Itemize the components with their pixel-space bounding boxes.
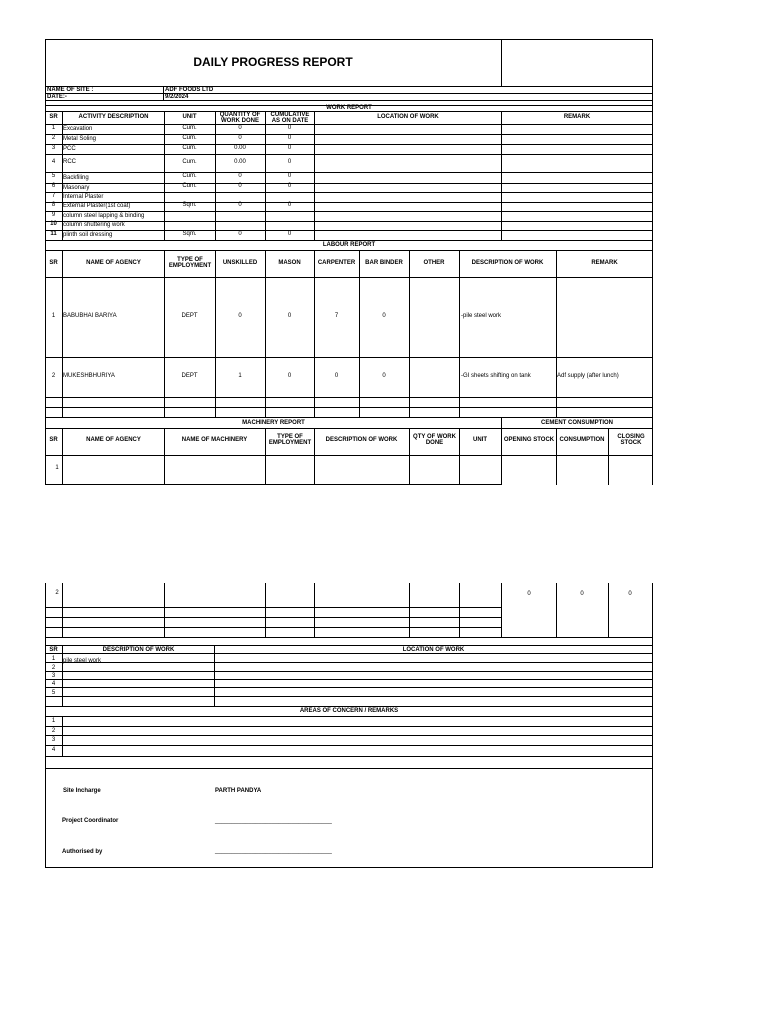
work-header-location: LOCATION OF WORK xyxy=(377,114,439,120)
work-row-unit: Cum. xyxy=(182,145,197,151)
cement-header-consumption: CONSUMPTION xyxy=(559,437,605,443)
divider xyxy=(45,250,653,251)
work-row-unit: Cum. xyxy=(182,135,197,141)
divider xyxy=(459,583,460,637)
divider xyxy=(45,183,653,184)
work-header-sr: SR xyxy=(49,114,58,120)
work-row-qty: 0.00 xyxy=(234,159,246,165)
divider xyxy=(163,86,164,100)
machinery-row-sr: 1 xyxy=(55,465,59,471)
work-row-sr: 6 xyxy=(51,183,56,189)
divider xyxy=(45,756,653,757)
divider xyxy=(45,687,653,688)
desc-row-sr: 5 xyxy=(51,690,56,696)
labour-row-carpenter: 7 xyxy=(334,313,339,319)
work-row-sr: 7 xyxy=(51,193,56,199)
desc-row-description: pile steel work xyxy=(63,658,102,664)
divider xyxy=(62,645,63,706)
work-row-cum: 0 xyxy=(287,159,292,165)
divider xyxy=(215,250,216,417)
divider xyxy=(45,645,653,646)
work-row-cum: 0 xyxy=(287,183,292,189)
work-header-activity: ACTIVITY DESCRIPTION xyxy=(78,114,149,120)
labour-row-unskilled: 0 xyxy=(238,313,242,319)
divider xyxy=(45,357,653,358)
divider xyxy=(45,627,502,628)
divider xyxy=(501,111,502,240)
labour-header-remark: REMARK xyxy=(591,260,618,266)
work-row-qty: 0 xyxy=(238,125,242,131)
work-row-activity: column steel lapping & binding xyxy=(63,213,145,219)
work-row-unit: Sqm. xyxy=(182,231,197,237)
work-row-activity: plinth soil dressing xyxy=(63,232,113,238)
cement-header-closing: CLOSING STOCK xyxy=(617,434,645,446)
machinery-header-unit: UNIT xyxy=(473,437,487,443)
work-row-cum: 0 xyxy=(287,231,292,237)
labour-header-sr: SR xyxy=(49,260,58,266)
divider xyxy=(45,172,653,173)
labour-row-carpenter: 0 xyxy=(334,373,339,379)
site-label: NAME OF SITE : xyxy=(47,87,94,93)
divider xyxy=(459,250,460,417)
project-coordinator-label: Project Coordinator xyxy=(62,818,119,824)
divider xyxy=(45,154,653,155)
work-row-sr: 3 xyxy=(51,145,56,151)
divider xyxy=(45,397,653,398)
divider xyxy=(45,735,653,736)
divider xyxy=(556,250,557,417)
divider xyxy=(214,645,215,706)
divider xyxy=(45,240,653,241)
work-row-qty: 0 xyxy=(238,202,242,208)
concern-row-sr: 1 xyxy=(51,718,56,724)
desc-row-sr: 3 xyxy=(51,673,56,679)
labour-header-mason: MASON xyxy=(278,260,301,266)
divider xyxy=(45,617,502,618)
site-incharge-value: PARTH PANDYA xyxy=(215,788,262,794)
work-header-unit: UNIT xyxy=(182,114,197,120)
machinery-header-description: DESCRIPTION OF WORK xyxy=(325,437,398,443)
machinery-header-machinery: NAME OF MACHINERY xyxy=(181,437,248,443)
work-header-remark: REMARK xyxy=(563,114,591,120)
labour-row-type: DEPT xyxy=(181,313,198,319)
cement-opening-value: 0 xyxy=(527,591,531,597)
labour-row-description: -pile steel work xyxy=(461,313,502,319)
work-row-qty: 0 xyxy=(238,183,242,189)
divider xyxy=(45,93,653,94)
authorised-by-signature-line: ___________________________________ xyxy=(215,848,332,854)
desc-header-description: DESCRIPTION OF WORK xyxy=(102,647,175,653)
work-row-sr: 8 xyxy=(51,202,56,208)
cement-closing-value: 0 xyxy=(628,591,632,597)
machinery-header-sr: SR xyxy=(49,437,58,443)
divider xyxy=(45,726,653,727)
divider xyxy=(45,716,653,717)
divider xyxy=(45,221,653,222)
work-row-activity: column shuttering work xyxy=(63,222,125,228)
border xyxy=(45,484,502,485)
work-row-activity: Internal Plaster xyxy=(63,194,104,200)
labour-row-agency: BABUBHAI BARIYA xyxy=(63,313,117,319)
work-row-unit: Cum. xyxy=(182,183,197,189)
divider xyxy=(359,250,360,417)
labour-header-description: DESCRIPTION OF WORK xyxy=(471,260,544,266)
divider xyxy=(265,583,266,637)
divider xyxy=(314,583,315,637)
project-coordinator-signature-line: ___________________________________ xyxy=(215,818,332,824)
labour-row-agency: MUKESHBHURIYA xyxy=(63,373,115,379)
labour-header-bar-binder: BAR BINDER xyxy=(365,260,403,266)
labour-row-bar-binder: 0 xyxy=(382,373,386,379)
desc-header-sr: SR xyxy=(49,647,58,653)
site-value: ADF FOODS LTD xyxy=(165,87,214,93)
cement-consumption-title: CEMENT CONSUMPTION xyxy=(541,420,613,426)
work-row-unit: Cum. xyxy=(182,159,197,165)
work-row-sr: 4 xyxy=(51,159,56,165)
work-report-title: WORK REPORT xyxy=(326,105,372,111)
site-incharge-label: Site Incharge xyxy=(63,788,101,794)
divider xyxy=(62,250,63,417)
work-row-cum: 0 xyxy=(287,173,292,179)
machinery-row-sr: 2 xyxy=(55,590,59,596)
work-row-qty: 0 xyxy=(238,135,242,141)
work-row-sr: 1 xyxy=(51,125,56,131)
divider xyxy=(45,706,653,707)
machinery-header-qty: QTY OF WORK DONE xyxy=(413,434,456,446)
labour-row-sr: 1 xyxy=(51,313,56,319)
divider xyxy=(45,86,653,87)
machinery-header-agency: NAME OF AGENCY xyxy=(86,437,141,443)
border xyxy=(45,39,653,40)
work-row-unit: Cum. xyxy=(182,173,197,179)
divider xyxy=(45,230,653,231)
work-row-activity: Excavation xyxy=(63,126,93,132)
labour-report-title: LABOUR REPORT xyxy=(322,242,376,248)
labour-header-agency: NAME OF AGENCY xyxy=(86,260,141,266)
work-row-sr: 5 xyxy=(51,173,56,179)
divider xyxy=(314,111,315,240)
labour-row-mason: 0 xyxy=(287,313,292,319)
divider xyxy=(45,455,653,456)
work-row-unit: Sqm. xyxy=(182,202,197,208)
labour-row-remark: Adf supply (after lunch) xyxy=(557,373,619,379)
divider xyxy=(608,428,609,485)
divider xyxy=(45,768,653,769)
divider xyxy=(314,250,315,417)
divider xyxy=(45,662,653,663)
labour-header-unskilled: UNSKILLED xyxy=(222,260,258,266)
report-page-bottom xyxy=(0,580,768,880)
work-row-activity: Masonary xyxy=(63,185,90,191)
report-title: DAILY PROGRESS REPORT xyxy=(193,55,353,69)
divider xyxy=(45,124,653,125)
desc-row-sr: 1 xyxy=(51,656,56,662)
work-header-cumulative: CUMULATIVE AS ON DATE xyxy=(270,112,310,124)
labour-row-type: DEPT xyxy=(181,373,198,379)
divider xyxy=(501,417,502,428)
divider xyxy=(164,583,165,637)
labour-header-type: TYPE OF EMPLOYMENT xyxy=(168,257,212,269)
divider xyxy=(45,202,653,203)
labour-header-carpenter: CARPENTER xyxy=(317,260,356,266)
work-row-activity: RCC xyxy=(63,159,76,165)
concern-row-sr: 3 xyxy=(51,737,56,743)
divider xyxy=(164,250,165,417)
divider xyxy=(45,134,653,135)
divider xyxy=(45,637,653,638)
divider xyxy=(45,745,653,746)
work-row-cum: 0 xyxy=(287,145,292,151)
authorised-by-label: Authorised by xyxy=(62,849,103,855)
work-row-qty: 0 xyxy=(238,231,242,237)
labour-header-other: OTHER xyxy=(423,260,445,266)
date-label: DATE:- xyxy=(47,94,67,100)
concern-row-sr: 4 xyxy=(51,747,56,753)
divider xyxy=(45,679,653,680)
work-row-qty: 0.00 xyxy=(234,145,246,151)
machinery-report-title: MACHINERY REPORT xyxy=(242,420,305,426)
divider xyxy=(265,250,266,417)
labour-row-description: -GI sheets shifting on tank xyxy=(461,373,531,379)
cement-header-opening: OPENING STOCK xyxy=(503,437,555,443)
divider xyxy=(45,607,502,608)
divider xyxy=(45,100,653,101)
work-row-activity: External Plaster(1st coat) xyxy=(63,203,131,209)
divider xyxy=(45,671,653,672)
divider xyxy=(45,277,653,278)
work-row-sr: 2 xyxy=(51,135,56,141)
divider xyxy=(409,583,410,637)
concern-row-sr: 2 xyxy=(51,728,56,734)
cement-consumption-value: 0 xyxy=(580,591,584,597)
divider xyxy=(45,144,653,145)
divider xyxy=(45,211,653,212)
desc-row-sr: 2 xyxy=(51,665,56,671)
work-row-qty: 0 xyxy=(238,173,242,179)
divider xyxy=(45,111,653,112)
divider xyxy=(45,192,653,193)
labour-row-bar-binder: 0 xyxy=(382,313,386,319)
divider xyxy=(45,428,653,429)
border xyxy=(45,867,653,868)
work-row-sr: 9 xyxy=(51,212,56,218)
divider xyxy=(62,716,63,756)
work-header-qty: QUANTITY OF WORK DONE xyxy=(219,112,261,124)
work-row-activity: Metal Soling xyxy=(63,136,97,142)
divider xyxy=(45,407,653,408)
work-row-unit: Cum. xyxy=(182,125,197,131)
divider xyxy=(501,39,502,86)
report-page-top xyxy=(0,0,768,500)
divider xyxy=(45,417,653,418)
work-row-activity: PCC xyxy=(63,146,76,152)
labour-row-unskilled: 1 xyxy=(238,373,242,379)
divider xyxy=(409,250,410,417)
divider xyxy=(45,696,653,697)
work-row-cum: 0 xyxy=(287,125,292,131)
work-row-activity: Backfiling xyxy=(63,175,89,181)
date-value: 9/2/2024 xyxy=(165,94,189,100)
labour-row-mason: 0 xyxy=(287,373,292,379)
work-row-sr: 11 xyxy=(50,231,57,237)
desc-header-location: LOCATION OF WORK xyxy=(402,647,465,653)
machinery-header-type: TYPE OF EMPLOYMENT xyxy=(268,434,312,446)
desc-row-sr: 4 xyxy=(51,681,56,687)
work-row-cum: 0 xyxy=(287,135,292,141)
labour-row-sr: 2 xyxy=(51,373,56,379)
work-row-cum: 0 xyxy=(287,202,292,208)
work-row-sr: 10 xyxy=(50,221,57,227)
concerns-title: AREAS OF CONCERN / REMARKS xyxy=(299,708,399,714)
